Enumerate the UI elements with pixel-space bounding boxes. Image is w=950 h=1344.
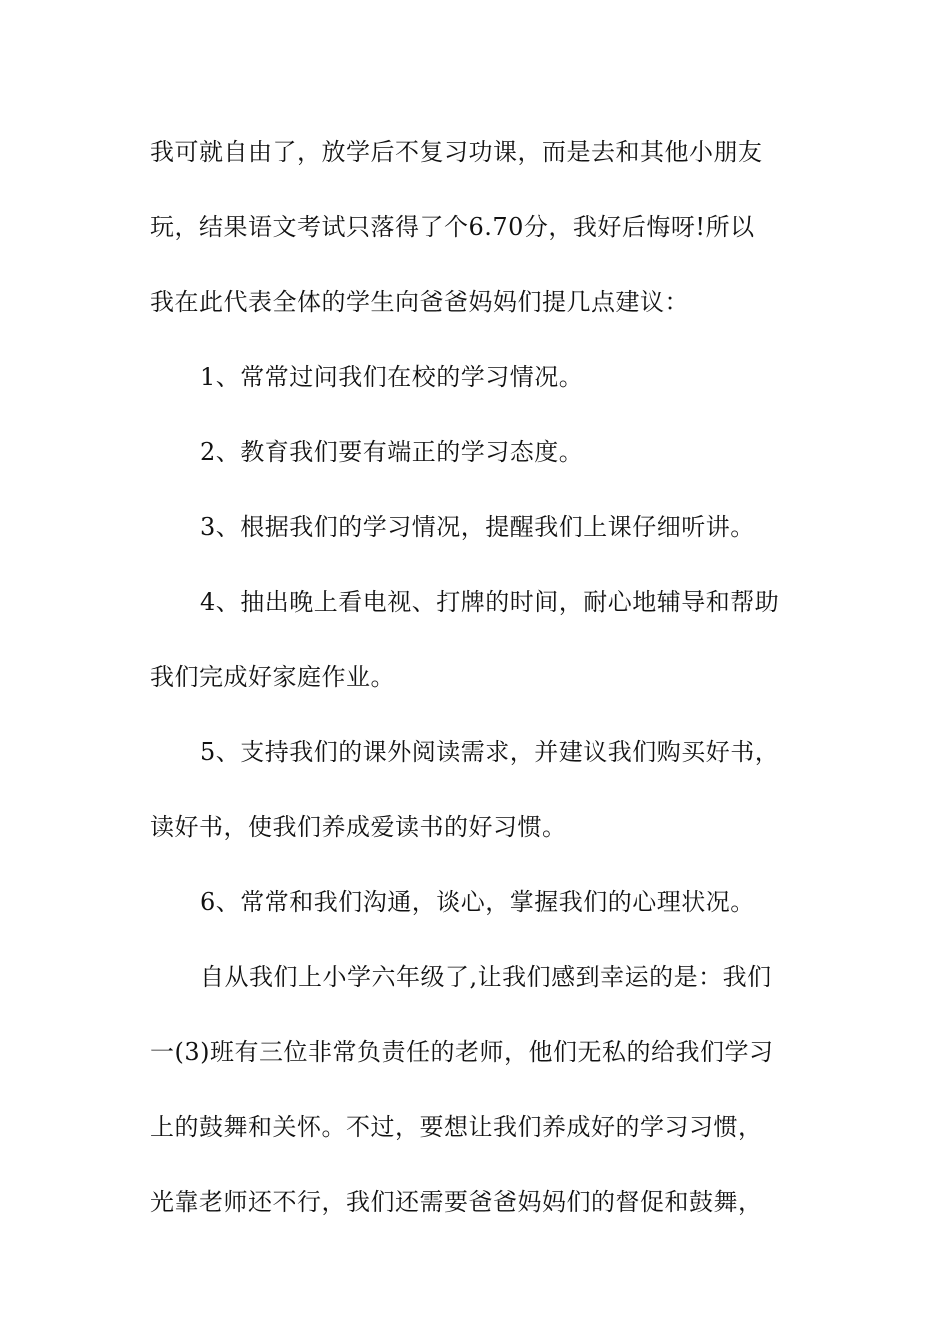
text-line: 读好书，使我们养成爱读书的好习惯。 bbox=[150, 813, 567, 841]
list-item: 4、抽出晚上看电视、打牌的时间，耐心地辅导和帮助 bbox=[200, 588, 780, 616]
text-line: 我可就自由了，放学后不复习功课，而是去和其他小朋友 bbox=[150, 138, 763, 166]
paragraph-start: 自从我们上小学六年级了,让我们感到幸运的是：我们 bbox=[200, 963, 772, 991]
text-line: 一(3)班有三位非常负责任的老师，他们无私的给我们学习 bbox=[150, 1038, 774, 1066]
text-line: 我在此代表全体的学生向爸爸妈妈们提几点建议： bbox=[150, 288, 689, 316]
text-line: 我们完成好家庭作业。 bbox=[150, 663, 395, 691]
list-item: 2、教育我们要有端正的学习态度。 bbox=[200, 438, 584, 466]
text-line: 上的鼓舞和关怀。不过，要想让我们养成好的学习习惯， bbox=[150, 1113, 763, 1141]
list-item: 3、根据我们的学习情况，提醒我们上课仔细听讲。 bbox=[200, 513, 755, 541]
list-item: 6、常常和我们沟通，谈心，掌握我们的心理状况。 bbox=[200, 888, 755, 916]
text-line: 玩，结果语文考试只落得了个6.70分，我好后悔呀!所以 bbox=[150, 213, 755, 241]
list-item: 1、常常过问我们在校的学习情况。 bbox=[200, 363, 584, 391]
list-item: 5、支持我们的课外阅读需求，并建议我们购买好书， bbox=[200, 738, 780, 766]
text-line: 光靠老师还不行，我们还需要爸爸妈妈们的督促和鼓舞， bbox=[150, 1188, 763, 1216]
